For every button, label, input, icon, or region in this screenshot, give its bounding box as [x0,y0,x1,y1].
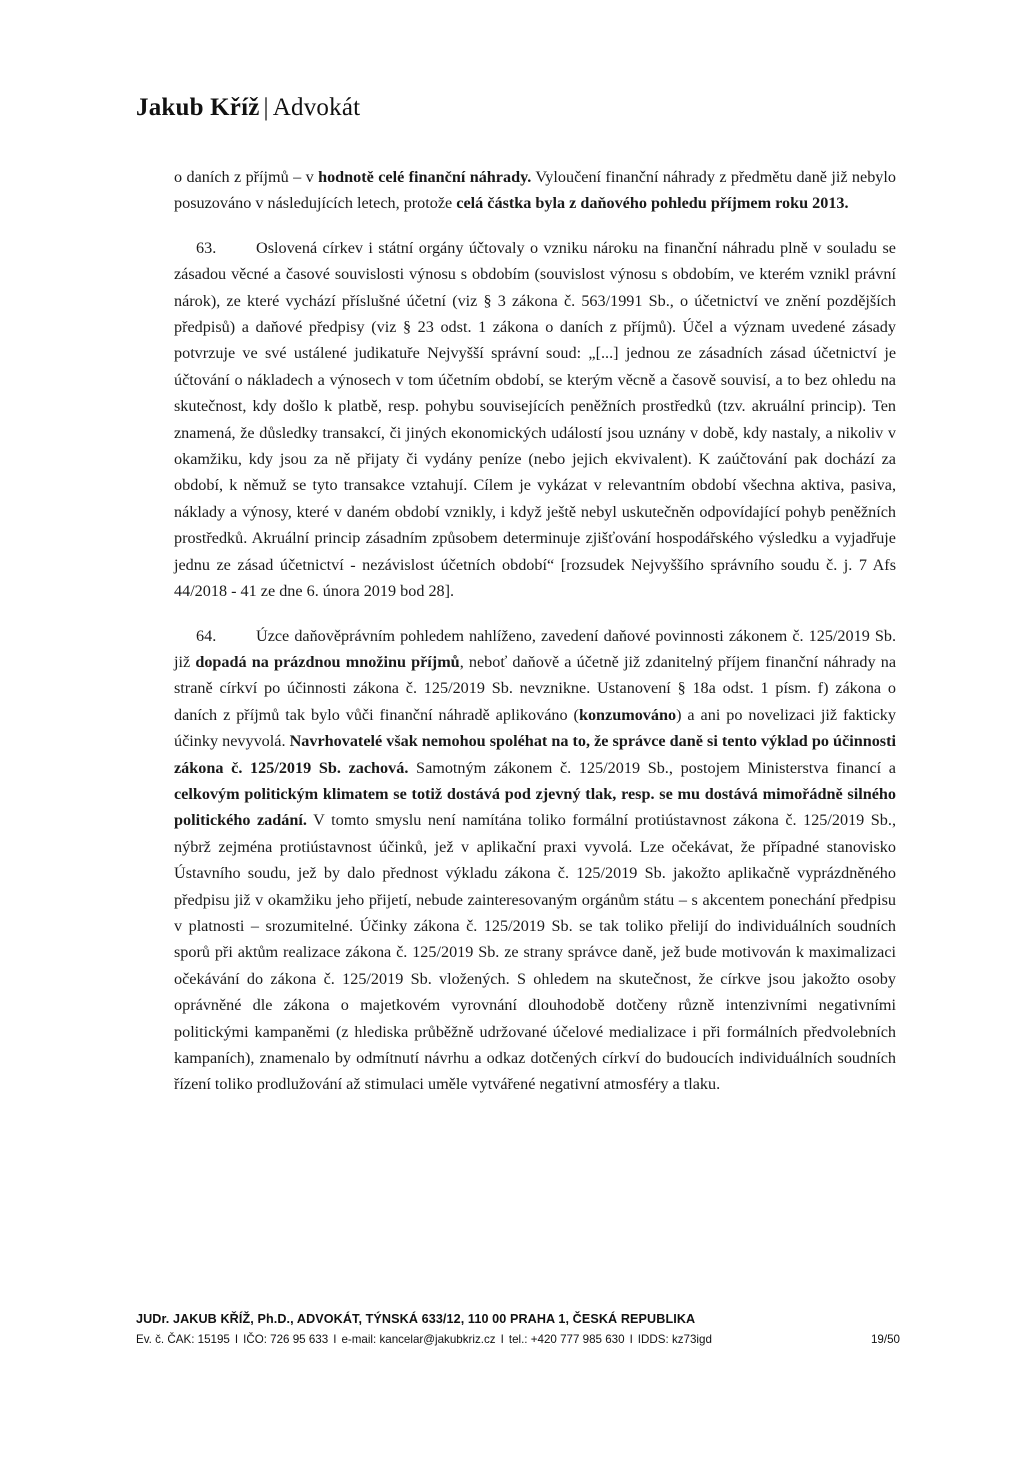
footer-ico: IČO: 726 95 633 [243,1333,329,1346]
footer-divider: I [500,1333,504,1346]
footer-divider: I [629,1333,633,1346]
letterhead-separator: | [263,94,269,121]
paragraph-text: Oslovená církev i státní orgány účtovaly o vzniku nároku na finanční náhradu plně v souladu se zásadou věcné a časové souvislosti výnosu s obdobím (souvislost výnosu s obdobím, ve kterém vznikl právní nárok), ze které vychází příslušné účetní (viz § 3 zákona č. 563/1991 Sb., o účetnictví ve znění pozdějších předpisů) a daňové předpisy (viz § 23 odst. 1 zákona o daních z příjmů). Účel a význam uvedené zásady potvrzuje ve své ustálené judikatuře Nejvyšší správní soud: „[...] jednou ze zásadních zásad účetnictví je účtování o nákladech a výnosech v tom účetním období, se kterým věcně a časově souvisí, a to bez ohledu na skutečnost, kdy došlo k platbě, resp. pohybu souvisejících peněžních prostředků (tzv. akruální princip). Ten znamená, že důsledky transakcí, či jiných ekonomických událostí jsou uznány v době, kdy nastaly, a nikoliv v okamžiku, kdy jsou za ně přijaty či vydány peníze (nebo jejich ekvivalent). K zaúčtování pak dochází za období, k němuž se tyto transakce vztahují. Cílem je vykázat v relevantním období všechna aktiva, pasiva, náklady a výnosy, které v daném období vznikly, i když ještě nebyl uskutečněn odpovídající pohyb peněžních prostředků. Akruální princip zásadním způsobem determinuje zjišťování hospodářského výsledku a vyjadřuje jednu ze zásad účetnictví - nezávislost účetních období“ [rozsudek Nejvyššího správního soudu č. j. 7 Afs 44/2018 - 41 ze dne 6. února 2019 bod 28]. [174,238,896,601]
footer-cak: Ev. č. ČAK: 15195 [136,1333,230,1346]
bold-run: celkovým politickým klimatem se totiž dostává pod zjevný tlak, resp. se mu dostává mimořádně silného politického zadání. [174,784,896,830]
footer-address: JUDr. JAKUB KŘÍŽ, Ph.D., ADVOKÁT, TÝNSKÁ 633/12, 110 00 PRAHA 1, ČESKÁ REPUBLIKA [136,1312,696,1326]
bold-run: hodnotě celé finanční náhrady. [318,168,532,186]
document-body [174,164,896,1116]
paragraph-number: 63. [196,238,217,257]
lawyer-role: Advokát [272,94,361,121]
bold-run: celá částka byla z daňového pohledu příjmem roku 2013. [456,194,849,213]
footer-phone: tel.: +420 777 985 630 [508,1333,625,1346]
footer-email: e-mail: kancelar@jakubkriz.cz [341,1333,496,1346]
footer-divider: I [234,1333,239,1346]
page-footer [136,1312,900,1346]
bold-run: Navrhovatelé však nemohou spoléhat na to, že správce daně si tento výklad po účinnosti zákona č. 125/2019 Sb. zachová. [174,732,896,777]
paragraph-64 [174,623,896,1098]
text-run: Samotným zákonem č. 125/2019 Sb., postojem Ministerstva financí a [408,758,896,777]
bold-run: dopadá na prázdnou množinu příjmů [195,652,460,671]
lawyer-name: Jakub Kříž [136,94,260,121]
footer-contacts [136,1333,712,1346]
text-run: V tomto smyslu není namítána toliko formální protiústavnost zákona č. 125/2019 Sb., nýbrž zejména protiústavnost účinků, jež v aplikační praxi vyvolá. Lze očekávat, že případné stanovisko Ústavního soudu, jež by dalo přednost výkladu zákona č. 125/2019 Sb. jakožto aplikačně vyprázdněného předpisu již v okamžiku jeho přijetí, nebude zainteresovaným orgánům státu – s akcentem ponechání předpisu v platnosti – srozumitelné. Účinky zákona č. 125/2019 Sb. se tak toliko přelijí do individuálních soudních sporů při aktům realizace zákona č. 125/2019 Sb. ze strany správce daně, jež bude motivován k maximalizaci očekávání do zákona č. 125/2019 Sb. vložených. S ohledem na skutečnost, že církve jsou jakožto osoby oprávněné dle zákona o majetkovém vyrovnání dlouhodobě dotčeny různě intenzivními negativními politickými kampaněmi (z hlediska průběžně udržované účelové medializace i při formálních předvolebních kampaních), znamenalo by odmítnutí návrhu a odkaz dotčených církví do budoucích individuálních soudních řízení toliko prodlužování až stimulaci uměle vytvářené negativní atmosféry a tlaku. [174,811,896,1094]
text-run: Úzce daňověprávním pohledem nahlíženo, zavedení daňové povinnosti zákonem č. 125/2019 Sb. již [174,626,896,671]
bold-run: konzumováno [578,705,677,724]
text-run: o daních z příjmů – v [174,168,319,186]
text-run: ) a ani po novelizaci již fakticky účinky nevyvolá. [174,705,896,751]
continued-paragraph [174,164,896,217]
letterhead [136,94,360,122]
paragraph-63 [174,235,896,605]
footer-contact-line [136,1333,900,1346]
page-number: 19/50 [870,1333,900,1346]
footer-data-box: IDDS: kz73igd [637,1333,712,1346]
paragraph-number: 64. [196,626,217,645]
text-run: , neboť daňově a účetně již zdanitelný příjem finanční náhrady na straně církví po účinnosti zákona č. 125/2019 Sb. nevznikne. Ustanovení § 18a odst. 1 písm. f) zákona o daních z příjmů tak bylo vůči finanční náhradě aplikováno ( [174,652,896,724]
footer-divider: I [333,1333,337,1346]
text-run: Vyloučení finanční náhrady z předmětu daně již nebylo posuzováno v následujících letech, protože [174,168,896,213]
